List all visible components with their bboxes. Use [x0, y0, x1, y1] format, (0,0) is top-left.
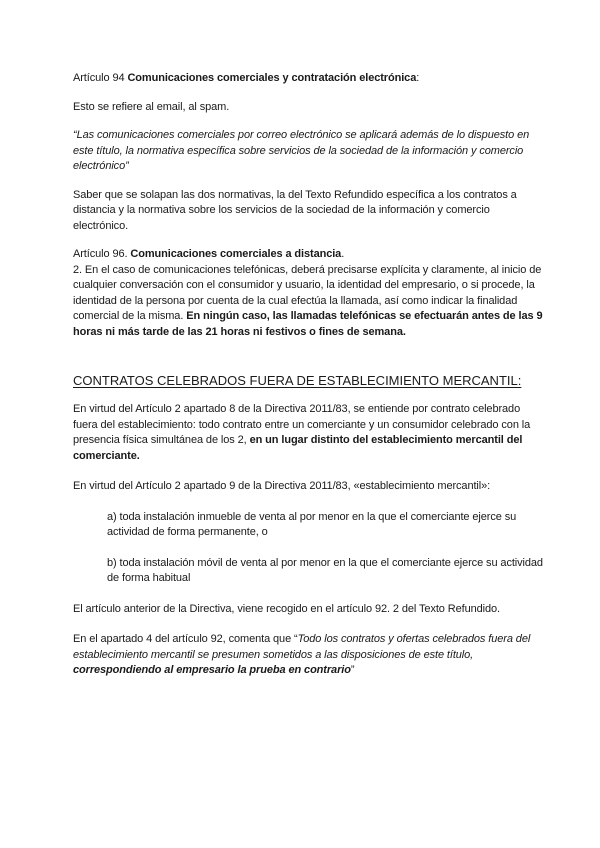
- article-94-quote-text: “Las comunicaciones comerciales por correo electrónico se aplicará además de lo dispuesto en este título, la normativa específica sobre servicios de la sociedad de la información y comercio electrónico”: [73, 129, 530, 172]
- directive-art2-9-paragraph: En virtud del Artículo 2 apartado 9 de la Directiva 2011/83, «establecimiento mercantil»:: [73, 480, 491, 492]
- normative-overlap-paragraph: Saber que se solapan las dos normativas, la del Texto Refundido específica a los contratos a distancia y la normativa sobre los servicios de la sociedad de la información y comercio electrónico.: [73, 188, 517, 232]
- article-94-title: [73, 71, 543, 87]
- article-92-2-paragraph: El artículo anterior de la Directiva, viene recogido en el artículo 92. 2 del Texto Refundido.: [73, 602, 500, 615]
- article-96-heading: Comunicaciones comerciales a distancia: [130, 248, 342, 260]
- article-92-4-closing-quote: ”: [350, 664, 355, 676]
- document-page: [73, 71, 543, 679]
- directive-art2-8-text: En virtud del Artículo 2 apartado 8 de la Directiva 2011/83, se entiende por contrato celebrado fuera del establecimiento: todo contrato entre un comerciante y un consumidor celebrado con la presencia física simultánea de los 2,: [73, 403, 531, 446]
- article-94-heading: Comunicaciones comerciales y contratación electrónica: [127, 72, 417, 84]
- article-94-quote: [73, 128, 543, 175]
- article-94-colon: :: [416, 72, 420, 84]
- list-item-b: b) toda instalación móvil de venta al por menor en la que el comerciante ejerce su actividad de forma habitual: [107, 556, 543, 584]
- article-96-label: Artículo 96.: [73, 248, 131, 260]
- article-96-text: 2. En el caso de comunicaciones telefónicas, deberá precisarse explícita y claramente, al inicio de cualquier conversación con el consumidor y usuario, la identidad del empresario, o si procede, la identidad de la persona por cuenta de la cual efectúa la llamada, así como indicar la finalidad comercial de la misma.: [73, 263, 542, 322]
- spam-note: Esto se refiere al email, al spam.: [73, 100, 230, 113]
- article-92-4-paragraph: [73, 632, 543, 679]
- article-96-bold-text: En ningún caso, las llamadas telefónicas se efectuarán antes de las 9 horas ni más tarde de las 21 horas ni festivos o fines de semana.: [73, 310, 543, 338]
- article-92-4-quote: Todo los contratos y ofertas celebrados fuera del establecimiento mercantil se presumen sometidos a las disposiciones de este título,: [73, 633, 531, 661]
- directive-art2-8-bold-text: en un lugar distinto del establecimiento mercantil del comerciante.: [73, 434, 523, 462]
- article-96-title: [73, 247, 543, 263]
- article-96-period: .: [341, 248, 345, 260]
- article-92-4-intro: En el apartado 4 del artículo 92, comenta que “: [73, 633, 298, 645]
- list-item-a: a) toda instalación inmueble de venta al por menor en la que el comerciante ejerce su actividad de forma permanente, o: [107, 510, 517, 538]
- directive-art2-8-paragraph: [73, 402, 543, 464]
- article-94-label: Artículo 94: [73, 72, 128, 84]
- article-92-4-bold-quote: correspondiendo al empresario la prueba en contrario: [73, 664, 351, 676]
- section-heading: CONTRATOS CELEBRADOS FUERA DE ESTABLECIMIENTO MERCANTIL:: [73, 373, 522, 388]
- article-96-paragraph: [73, 263, 543, 341]
